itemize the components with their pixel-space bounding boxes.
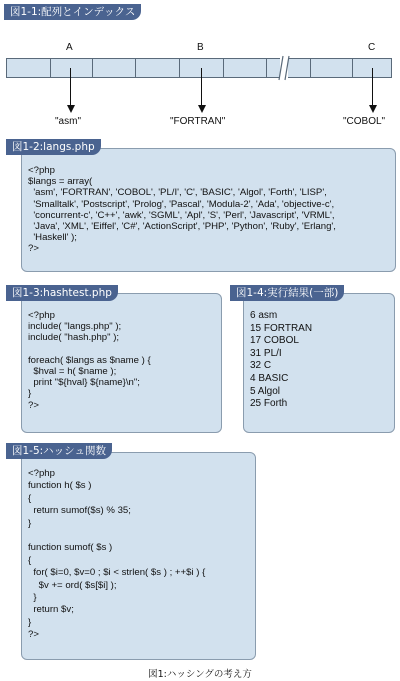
fig5-title: 図1-5:ハッシュ関数 [6,443,112,459]
result-output: 6 asm 15 FORTRAN 17 COBOL 31 PL/I 32 C 4 BASIC 5 Algol 25 Forth [250,310,313,410]
arrow-b-head [198,105,206,113]
array-cell-divider [352,59,353,77]
hash-function-code: <?php function h( $s ) { return sumof($s) % 35; } function sumof( $s ) { for( $i=0, $v=0 ; $i < strlen( $s ) ; ++$i ) { $v += ord( $s[$i] ); } return $v; } ?> [28,468,206,641]
array-cell-divider [92,59,93,77]
arrow-c-line [372,68,374,106]
array-cell-divider [223,59,224,77]
hashtest-php-code: <?php include( "langs.php" ); include( "hash.php" ); foreach( $langs as $name ) { $hval = h( $name ); print "${hval} ${name}\n"; } ?> [28,310,151,411]
index-label-b: B [197,42,204,53]
array-cell-divider [310,59,311,77]
index-label-c: C [368,42,376,53]
arrow-c-head [369,105,377,113]
arrow-a-line [70,68,72,106]
fig3-title: 図1-3:hashtest.php [6,285,118,301]
array-cell-divider [50,59,51,77]
array-break-mark [276,53,294,83]
figure-caption: 図1:ハッシングの考え方 [148,669,252,680]
array-bar [6,58,392,78]
array-cell-divider [266,59,267,77]
fig1-title: 図1-1:配列とインデックス [4,4,141,20]
array-cell-divider [135,59,136,77]
value-cobol: "COBOL" [343,116,386,127]
arrow-a-head [67,105,75,113]
langs-php-code: <?php $langs = array( 'asm', 'FORTRAN', 'COBOL', 'PL/I', 'C', 'BASIC', 'Algol', 'Forth', 'LISP', 'Smalltalk', 'Postscript', 'Prolog', 'Pascal', 'Modula-2', 'Ada', 'objective-c', 'concurrent-c', 'C++', 'awk', 'SGML', 'Apl', 'S', 'Perl', 'Javascript', 'VRML', 'Java', 'XML', 'Eiffel', 'C#', 'ActionScript', 'PHP', 'Python', 'Ruby', 'Erlang', 'Haskell' ); ?> [28,165,336,255]
arrow-b-line [201,68,203,106]
index-label-a: A [66,42,73,53]
fig2-title: 図1-2:langs.php [6,139,101,155]
value-asm: "asm" [55,116,81,127]
value-fortran: "FORTRAN" [170,116,226,127]
array-cell-divider [179,59,180,77]
fig4-title: 図1-4:実行結果(一部) [230,285,344,301]
